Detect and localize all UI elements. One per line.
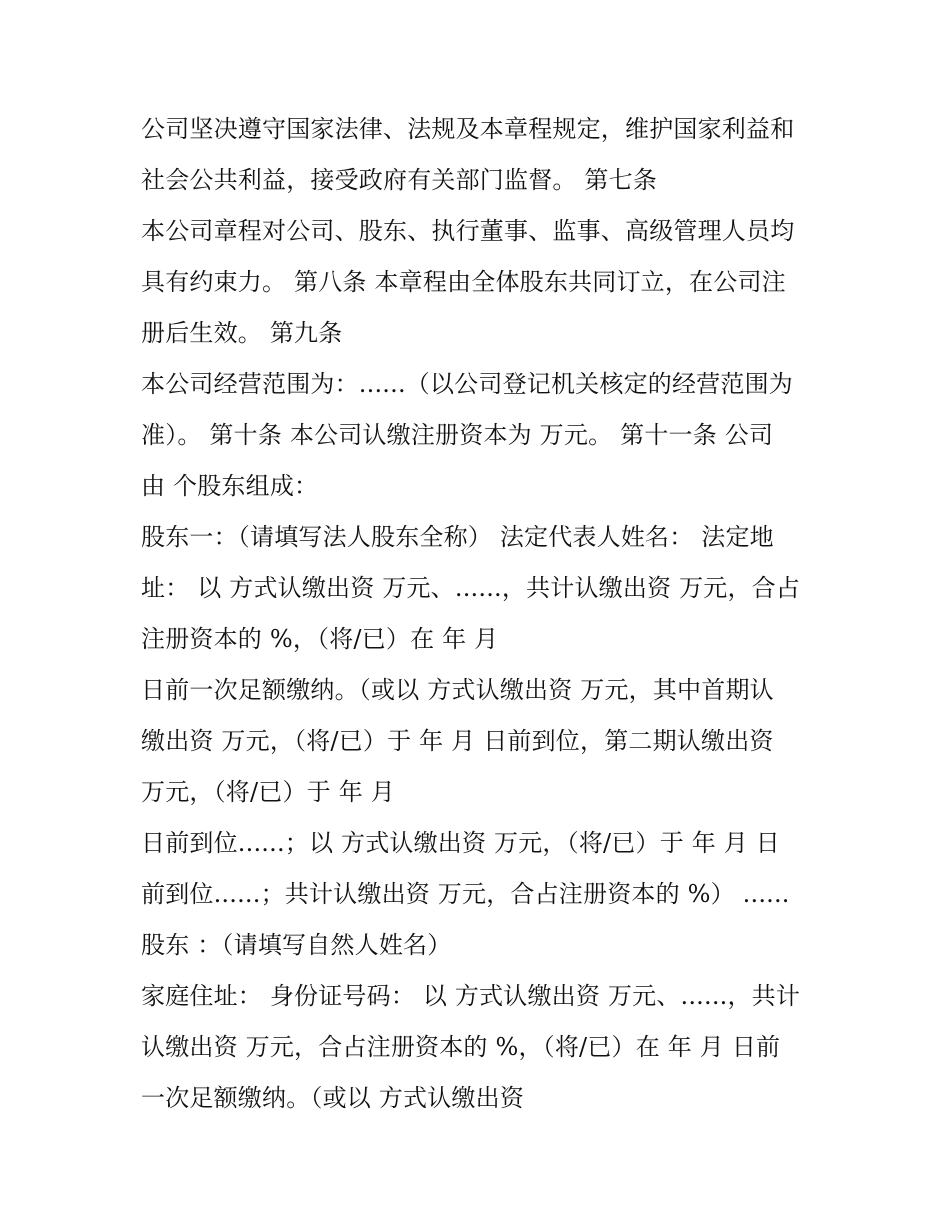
text-line: 注册资本的 %，（将/已）在 年 月 xyxy=(141,625,499,653)
text-line: 前到位......；共计认缴出资 万元，合占注册资本的 %） ...... xyxy=(141,880,790,908)
text-line: 本公司经营范围为：......（以公司登记机关核定的经营范围为 xyxy=(141,370,793,398)
text-line: 一次足额缴纳。（或以 方式认缴出资 xyxy=(141,1084,525,1112)
text-line: 由 个股东组成： xyxy=(141,472,319,500)
text-line: 日前到位......；以 方式认缴出资 万元，（将/已）于 年 月 日 xyxy=(141,829,781,857)
text-line: 具有约束力。 第八条 本章程由全体股东共同订立，在公司注 xyxy=(141,268,786,296)
text-line: 社会公共利益，接受政府有关部门监督。 第七条 xyxy=(141,166,658,194)
text-line: 缴出资 万元，（将/已）于 年 月 日前到位，第二期认缴出资 xyxy=(141,727,774,755)
text-line: 址： 以 方式认缴出资 万元、......，共计认缴出资 万元，合占 xyxy=(141,574,801,602)
text-line: 家庭住址： 身份证号码： 以 方式认缴出资 万元、......，共计 xyxy=(141,982,801,1010)
text-line: 本公司章程对公司、股东、执行董事、监事、高级管理人员均 xyxy=(141,217,795,245)
text-line: 册后生效。 第九条 xyxy=(141,319,343,347)
document-body xyxy=(141,104,831,1124)
text-line: 股东一：（请填写法人股东全称） 法定代表人姓名： 法定地 xyxy=(141,523,774,551)
text-line: 股东 ：（请填写自然人姓名） xyxy=(141,931,452,959)
text-line: 公司坚决遵守国家法律、法规及本章程规定，维护国家利益和 xyxy=(141,115,795,143)
text-line: 认缴出资 万元，合占注册资本的 %，（将/已）在 年 月 日前 xyxy=(141,1033,781,1061)
text-line: 万元，（将/已）于 年 月 xyxy=(141,778,395,806)
text-line: 日前一次足额缴纳。（或以 方式认缴出资 万元，其中首期认 xyxy=(141,676,774,704)
text-line: 准）。 第十条 本公司认缴注册资本为 万元。 第十一条 公司 xyxy=(141,421,774,449)
